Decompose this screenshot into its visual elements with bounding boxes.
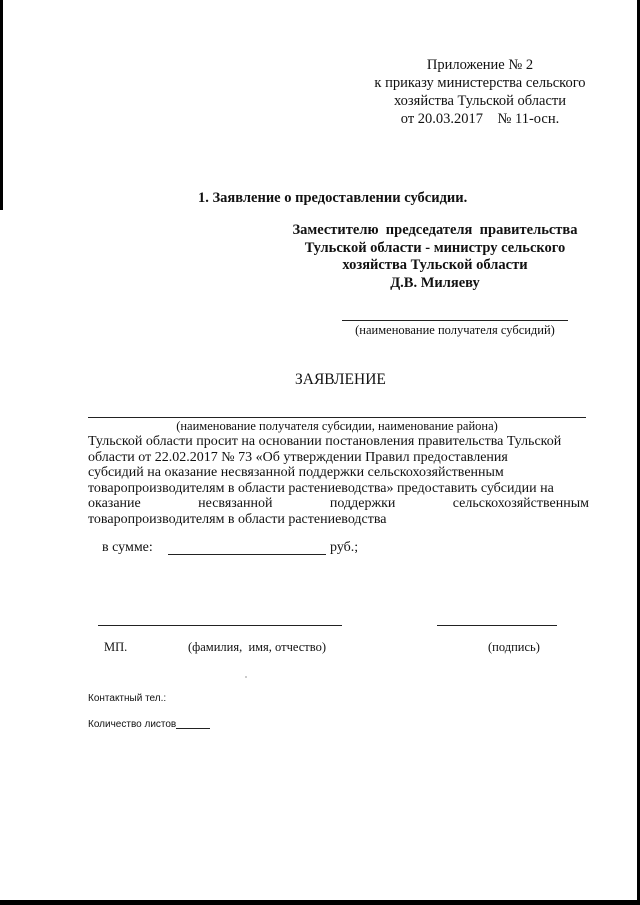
addressee-line: хозяйства Тульской области bbox=[342, 257, 528, 273]
amount-label: в сумме: bbox=[102, 540, 153, 555]
addressee-line: Заместителю председателя правительства bbox=[292, 222, 578, 238]
recipient-caption: (наименование получателя субсидий) bbox=[355, 323, 555, 337]
scan-border-bottom bbox=[0, 900, 640, 905]
body-line: области от 22.02.2017 № 73 «Об утверждении Правил предоставления bbox=[88, 449, 508, 465]
recipient-name-field[interactable] bbox=[342, 320, 568, 321]
application-body bbox=[88, 434, 589, 528]
body-line bbox=[88, 496, 589, 512]
signature-field[interactable] bbox=[437, 625, 557, 626]
body-line: товаропроизводителям в области растениеводства bbox=[88, 511, 387, 527]
contact-phone-label: Контактный тел.: bbox=[88, 693, 167, 704]
signature-caption: (подпись) bbox=[488, 640, 540, 654]
full-name-caption: (фамилия, имя, отчество) bbox=[188, 640, 326, 654]
full-name-field[interactable] bbox=[98, 625, 342, 626]
section-title: 1. Заявление о предоставлении субсидии. bbox=[198, 190, 468, 206]
body-word: сельскохозяйственным bbox=[452, 496, 589, 512]
recipient-district-caption: (наименование получателя субсидии, наименование района) bbox=[176, 419, 498, 433]
scan-border-left bbox=[0, 0, 3, 210]
body-line: субсидий на оказание несвязанной поддержки сельскохозяйственным bbox=[88, 465, 504, 481]
appendix-line: Приложение № 2 bbox=[426, 57, 534, 73]
recipient-district-field[interactable] bbox=[88, 417, 586, 418]
body-word: поддержки bbox=[329, 496, 396, 512]
appendix-block bbox=[330, 56, 630, 128]
body-line: товаропроизводителям в области растениеводства» предоставить субсидии на bbox=[88, 480, 554, 496]
body-line: Тульской области просит на основании постановления правительства Тульской bbox=[88, 434, 562, 449]
addressee-block bbox=[280, 222, 590, 292]
body-word: несвязанной bbox=[198, 496, 273, 512]
amount-unit: руб.; bbox=[330, 540, 359, 555]
appendix-line: хозяйства Тульской области bbox=[393, 93, 567, 109]
document-heading: ЗАЯВЛЕНИЕ bbox=[295, 371, 386, 388]
appendix-line: от 20.03.2017 № 11-осн. bbox=[400, 111, 560, 127]
sheet-count-field[interactable] bbox=[176, 728, 210, 729]
addressee-line: Д.В. Миляеву bbox=[390, 274, 480, 291]
appendix-line: к приказу министерства сельского bbox=[374, 75, 586, 91]
addressee-line: Тульской области - министру сельского bbox=[304, 239, 566, 256]
amount-field[interactable] bbox=[168, 554, 326, 555]
stamp-label: МП. bbox=[104, 640, 128, 654]
body-word: оказание bbox=[88, 496, 141, 512]
sheet-count-label: Количество листов bbox=[88, 719, 177, 730]
scan-speck bbox=[245, 676, 247, 678]
